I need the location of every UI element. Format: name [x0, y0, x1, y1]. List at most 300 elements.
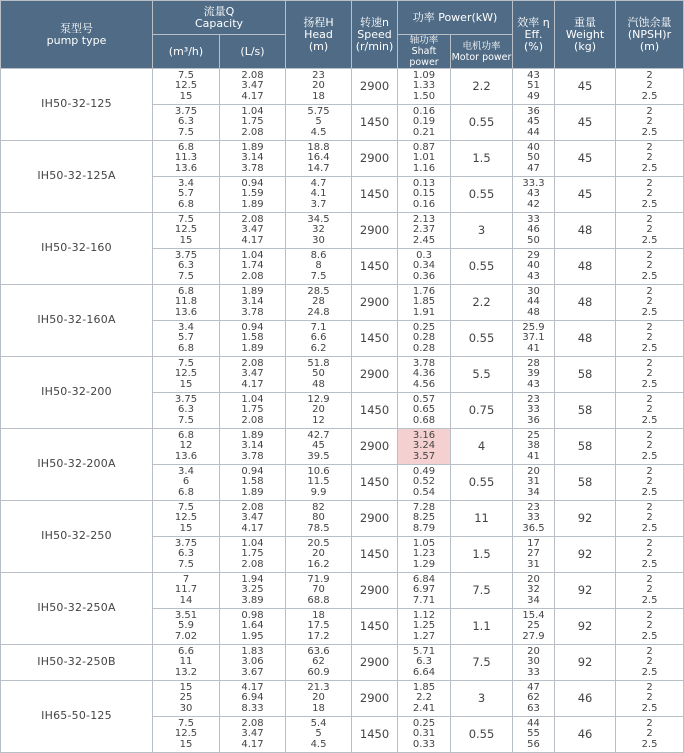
cell-value: 1.58	[241, 476, 264, 488]
cell-value: 2	[646, 105, 653, 117]
cell-value: 1.09	[412, 69, 436, 81]
cell-value: 63	[527, 702, 540, 714]
cell-value: 5.9	[178, 620, 194, 632]
cell-value: 1.29	[412, 558, 436, 570]
shaft-power-cell	[398, 249, 451, 285]
weight-cell: 92	[555, 573, 616, 609]
efficiency-cell	[513, 537, 555, 573]
header-weight: 重量 Weight (kg)	[555, 1, 616, 69]
cell-value: 0.16	[412, 105, 436, 117]
head-cell	[286, 357, 352, 393]
cell-value: 39.5	[307, 450, 330, 462]
motor-power-cell: 0.55	[451, 717, 513, 753]
cell-value: 1.74	[241, 260, 264, 272]
header-pump-type: 泵型号 pump type	[1, 1, 153, 69]
model-name-cell: IH50-32-125A	[1, 141, 153, 213]
cell-value: 11.8	[174, 296, 198, 308]
cell-value: 28	[312, 296, 325, 308]
cell-value: 2	[646, 332, 653, 344]
cell-value: 2.5	[641, 558, 658, 570]
cell-value: 50	[527, 152, 540, 164]
cell-value: 27.9	[522, 630, 545, 642]
cell-value: 2	[646, 224, 653, 236]
cell-value: 62	[527, 692, 540, 704]
npsh-cell	[616, 645, 684, 681]
cell-value: 2.5	[641, 378, 658, 390]
cell-value: 2	[646, 501, 653, 513]
cell-value: 3.57	[412, 450, 436, 462]
motor-power-cell: 0.55	[451, 249, 513, 285]
cell-value: 5.75	[307, 105, 330, 117]
cell-value: 2.13	[412, 213, 436, 225]
cell-value: 2.5	[641, 414, 658, 426]
cell-value: 6.94	[241, 692, 264, 704]
cell-value: 2	[646, 357, 653, 369]
motor-power-cell: 7.5	[451, 645, 513, 681]
cell-value: 13.6	[174, 306, 198, 318]
cell-value: 9.9	[310, 486, 327, 498]
cell-value: 4.17	[241, 681, 264, 693]
motor-power-cell: 3	[451, 681, 513, 717]
cell-value: 2.45	[412, 234, 436, 246]
cell-value: 25	[527, 620, 540, 632]
cell-value: 15.4	[522, 609, 545, 621]
cell-value: 62	[312, 656, 325, 668]
cell-value: 16.2	[307, 558, 330, 570]
cell-value: 2	[646, 465, 653, 477]
flow-ls-cell	[220, 501, 286, 537]
speed-cell: 2900	[352, 681, 398, 717]
weight-cell: 92	[555, 537, 616, 573]
cell-value: 13.6	[174, 162, 198, 174]
speed-cell: 1450	[352, 717, 398, 753]
cell-value: 4.7	[310, 177, 327, 189]
motor-power-cell: 0.55	[451, 177, 513, 213]
header-speed: 转速n Speed (r/min)	[352, 1, 398, 69]
cell-value: 0.13	[412, 177, 436, 189]
model-name-cell: IH50-32-250	[1, 501, 153, 573]
cell-value: 39	[527, 368, 540, 380]
shaft-power-cell	[398, 465, 451, 501]
model-name-cell: IH65-50-125	[1, 681, 153, 753]
cell-value: 7.5	[178, 126, 194, 138]
weight-cell: 48	[555, 321, 616, 357]
cell-value: 5.7	[178, 332, 194, 344]
cell-value: 8.79	[412, 522, 436, 534]
efficiency-cell	[513, 393, 555, 429]
cell-value: 2.5	[641, 702, 658, 714]
cell-value: 1.23	[412, 548, 436, 560]
npsh-cell	[616, 537, 684, 573]
cell-value: 1.64	[241, 620, 264, 632]
head-cell	[286, 249, 352, 285]
cell-value: 3.75	[174, 105, 198, 117]
efficiency-cell	[513, 69, 555, 105]
cell-value: 0.28	[412, 332, 436, 344]
cell-value: 3.75	[174, 393, 198, 405]
cell-value: 2.5	[641, 162, 658, 174]
cell-value: 2	[646, 296, 653, 308]
cell-value: 4.17	[241, 738, 264, 750]
flow-m3h-cell	[153, 357, 220, 393]
cell-value: 2	[646, 609, 653, 621]
cell-value: 34.5	[307, 213, 330, 225]
header-unit-m3h: (m³/h)	[153, 35, 220, 69]
header-efficiency: 效率 η Eff. (%)	[513, 1, 555, 69]
cell-value: 5.71	[412, 645, 436, 657]
cell-value: 0.52	[412, 476, 436, 488]
flow-ls-cell	[220, 537, 286, 573]
cell-value: 0.94	[241, 177, 264, 189]
cell-value: 20.5	[307, 537, 330, 549]
flow-m3h-cell	[153, 609, 220, 645]
cell-value: 2	[646, 285, 653, 297]
cell-value: 14.7	[307, 162, 330, 174]
flow-ls-cell	[220, 465, 286, 501]
cell-value: 20	[527, 645, 540, 657]
flow-m3h-cell	[153, 69, 220, 105]
cell-value: 2	[646, 80, 653, 92]
cell-value: 30	[179, 702, 193, 714]
speed-cell: 1450	[352, 177, 398, 213]
cell-value: 30	[312, 234, 325, 246]
npsh-cell	[616, 213, 684, 249]
speed-cell: 1450	[352, 465, 398, 501]
cell-value: 0.25	[412, 717, 436, 729]
head-cell	[286, 681, 352, 717]
flow-m3h-cell	[153, 213, 220, 249]
weight-cell: 48	[555, 213, 616, 249]
speed-cell: 2900	[352, 141, 398, 177]
head-cell	[286, 429, 352, 465]
cell-value: 3.25	[241, 584, 264, 596]
cell-value: 8	[315, 260, 322, 272]
header-head: 扬程H Head (m)	[286, 1, 352, 69]
head-cell	[286, 645, 352, 681]
speed-cell: 1450	[352, 609, 398, 645]
flow-ls-cell	[220, 393, 286, 429]
efficiency-cell	[513, 717, 555, 753]
table-row	[1, 285, 684, 321]
header-unit-ls: (L/s)	[220, 35, 286, 69]
cell-value: 3.89	[241, 594, 264, 606]
weight-cell: 92	[555, 501, 616, 537]
cell-value: 3.47	[241, 224, 264, 236]
cell-value: 1.04	[241, 393, 264, 405]
efficiency-cell	[513, 681, 555, 717]
weight-cell: 48	[555, 285, 616, 321]
cell-value: 25	[179, 692, 193, 704]
cell-value: 13.6	[174, 450, 198, 462]
cell-value: 2	[646, 260, 653, 272]
cell-value: 7.5	[178, 717, 194, 729]
cell-value: 2	[646, 249, 653, 261]
efficiency-cell	[513, 465, 555, 501]
shaft-power-cell	[398, 645, 451, 681]
cell-value: 1.04	[241, 249, 264, 261]
shaft-power-cell	[398, 105, 451, 141]
cell-value: 0.19	[412, 116, 436, 128]
cell-value: 36	[527, 414, 540, 426]
speed-cell: 1450	[352, 321, 398, 357]
cell-value: 1.95	[241, 630, 264, 642]
npsh-cell	[616, 573, 684, 609]
cell-value: 38	[527, 440, 540, 452]
cell-value: 4.17	[241, 522, 264, 534]
cell-value: 33	[527, 512, 540, 524]
cell-value: 2.2	[416, 692, 432, 704]
head-cell	[286, 465, 352, 501]
cell-value: 60.9	[307, 666, 330, 678]
cell-value: 82	[312, 501, 325, 513]
shaft-power-cell	[398, 213, 451, 249]
cell-value: 1.05	[412, 537, 436, 549]
header-motor-power: 电机功率 Motor power	[451, 35, 513, 69]
cell-value: 1.83	[241, 645, 264, 657]
cell-value: 2	[646, 429, 653, 441]
motor-power-cell: 2.2	[451, 285, 513, 321]
efficiency-cell	[513, 501, 555, 537]
cell-value: 6.8	[178, 342, 194, 354]
cell-value: 1.89	[241, 342, 264, 354]
cell-value: 3.06	[241, 656, 264, 668]
cell-value: 3.4	[178, 321, 194, 333]
cell-value: 2.41	[412, 702, 436, 714]
motor-power-cell: 0.55	[451, 105, 513, 141]
cell-value: 28	[527, 357, 540, 369]
model-name-cell: IH50-32-160A	[1, 285, 153, 357]
head-cell	[286, 393, 352, 429]
table-row	[1, 141, 684, 177]
cell-value: 0.54	[412, 486, 436, 498]
cell-value: 43	[527, 188, 540, 200]
cell-value: 3.78	[241, 450, 264, 462]
cell-value: 0.94	[241, 321, 264, 333]
head-cell	[286, 573, 352, 609]
efficiency-cell	[513, 285, 555, 321]
cell-value: 0.87	[412, 141, 436, 153]
head-cell	[286, 321, 352, 357]
cell-value: 40	[527, 260, 540, 272]
cell-value: 4.1	[310, 188, 327, 200]
cell-value: 7.5	[178, 558, 194, 570]
cell-value: 29	[527, 249, 540, 261]
cell-value: 2.08	[241, 126, 264, 138]
cell-value: 3.7	[310, 198, 327, 210]
cell-value: 5.4	[310, 717, 327, 729]
cell-value: 15	[179, 738, 193, 750]
motor-power-cell: 1.5	[451, 141, 513, 177]
cell-value: 7.5	[178, 357, 194, 369]
motor-power-cell: 5.5	[451, 357, 513, 393]
cell-value: 2	[646, 692, 653, 704]
cell-value: 0.28	[412, 342, 436, 354]
cell-value: 1.85	[412, 681, 436, 693]
shaft-power-cell	[398, 573, 451, 609]
cell-value: 15	[179, 234, 193, 246]
weight-cell: 92	[555, 645, 616, 681]
cell-value: 71.9	[307, 573, 330, 585]
speed-cell: 1450	[352, 393, 398, 429]
weight-cell: 58	[555, 357, 616, 393]
motor-power-cell: 3	[451, 213, 513, 249]
cell-value: 21.3	[307, 681, 330, 693]
motor-power-cell: 0.55	[451, 321, 513, 357]
cell-value: 2	[646, 188, 653, 200]
npsh-cell	[616, 393, 684, 429]
cell-value: 34	[527, 594, 540, 606]
shaft-power-cell	[398, 177, 451, 213]
npsh-cell	[616, 105, 684, 141]
head-cell	[286, 213, 352, 249]
cell-value: 14	[179, 594, 193, 606]
cell-value: 6	[182, 476, 190, 488]
cell-value: 2	[646, 537, 653, 549]
cell-value: 55	[527, 728, 540, 740]
cell-value: 4.36	[412, 368, 436, 380]
cell-value: 23	[312, 69, 325, 81]
cell-value: 68.8	[307, 594, 330, 606]
cell-value: 6.3	[178, 548, 194, 560]
cell-value: 8.25	[412, 512, 436, 524]
efficiency-cell	[513, 645, 555, 681]
cell-value: 48	[527, 306, 540, 318]
cell-value: 46	[527, 224, 540, 236]
cell-value: 10.6	[307, 465, 330, 477]
cell-value: 3.47	[241, 80, 264, 92]
efficiency-cell	[513, 249, 555, 285]
npsh-cell	[616, 717, 684, 753]
cell-value: 2.5	[641, 126, 658, 138]
model-name-cell: IH50-32-160	[1, 213, 153, 285]
cell-value: 12.5	[174, 80, 198, 92]
cell-value: 1.85	[412, 296, 436, 308]
cell-value: 36	[527, 105, 540, 117]
motor-power-cell: 4	[451, 429, 513, 465]
shaft-power-cell	[398, 537, 451, 573]
header-power: 功率 Power(kW)	[398, 1, 513, 35]
cell-value: 30	[527, 285, 540, 297]
cell-value: 18	[312, 609, 325, 621]
cell-value: 43	[527, 378, 540, 390]
cell-value: 2.5	[641, 630, 658, 642]
cell-value: 2	[646, 656, 653, 668]
cell-value: 18	[312, 702, 325, 714]
cell-value: 45	[312, 440, 325, 452]
cell-value: 6.8	[178, 285, 194, 297]
cell-value: 2	[646, 476, 653, 488]
cell-value: 1.59	[241, 188, 264, 200]
head-cell	[286, 285, 352, 321]
cell-value: 50	[527, 234, 540, 246]
model-name-cell: IH50-32-250A	[1, 573, 153, 645]
cell-value: 1.04	[241, 105, 264, 117]
efficiency-cell	[513, 429, 555, 465]
shaft-power-cell	[398, 717, 451, 753]
cell-value: 31	[527, 476, 540, 488]
cell-value: 33.3	[522, 177, 545, 189]
weight-cell: 48	[555, 249, 616, 285]
cell-value: 2.5	[641, 270, 658, 282]
npsh-cell	[616, 465, 684, 501]
weight-cell: 45	[555, 177, 616, 213]
efficiency-cell	[513, 141, 555, 177]
cell-value: 7.5	[178, 501, 194, 513]
cell-value: 1.04	[241, 537, 264, 549]
cell-value: 0.16	[412, 198, 436, 210]
shaft-power-cell	[398, 429, 451, 465]
cell-value: 0.15	[412, 188, 436, 200]
head-cell	[286, 105, 352, 141]
cell-value: 2.08	[241, 414, 264, 426]
shaft-power-cell	[398, 321, 451, 357]
cell-value: 20	[527, 573, 540, 585]
table-body	[1, 69, 684, 753]
cell-value: 47	[527, 681, 540, 693]
cell-value: 20	[312, 80, 325, 92]
head-cell	[286, 717, 352, 753]
model-name-cell: IH50-32-250B	[1, 645, 153, 681]
cell-value: 1.89	[241, 141, 264, 153]
efficiency-cell	[513, 177, 555, 213]
flow-m3h-cell	[153, 501, 220, 537]
efficiency-cell	[513, 105, 555, 141]
cell-value: 2	[646, 548, 653, 560]
cell-value: 2.5	[641, 306, 658, 318]
header-npsh: 汽蚀余量 (NPSH)r (m)	[616, 1, 684, 69]
cell-value: 2	[646, 512, 653, 524]
table-row	[1, 501, 684, 537]
efficiency-cell	[513, 573, 555, 609]
cell-value: 6.64	[412, 666, 436, 678]
npsh-cell	[616, 249, 684, 285]
cell-value: 1.50	[412, 90, 436, 102]
speed-cell: 1450	[352, 537, 398, 573]
cell-value: 4.17	[241, 90, 264, 102]
cell-value: 7.5	[310, 270, 327, 282]
cell-value: 17.2	[307, 630, 330, 642]
flow-ls-cell	[220, 573, 286, 609]
cell-value: 2.5	[641, 522, 658, 534]
cell-value: 41	[527, 342, 540, 354]
cell-value: 2.5	[641, 234, 658, 246]
cell-value: 1.91	[412, 306, 436, 318]
cell-value: 0.94	[241, 465, 264, 477]
npsh-cell	[616, 69, 684, 105]
weight-cell: 92	[555, 609, 616, 645]
flow-m3h-cell	[153, 141, 220, 177]
cell-value: 5	[315, 728, 322, 740]
cell-value: 3.78	[412, 357, 436, 369]
cell-value: 0.36	[412, 270, 436, 282]
cell-value: 1.16	[412, 162, 436, 174]
head-cell	[286, 69, 352, 105]
cell-value: 2.08	[241, 69, 264, 81]
shaft-power-cell	[398, 69, 451, 105]
cell-value: 1.89	[241, 486, 264, 498]
speed-cell: 1450	[352, 249, 398, 285]
cell-value: 1.75	[241, 116, 264, 128]
cell-value: 6.2	[310, 342, 327, 354]
cell-value: 2.08	[241, 501, 264, 513]
weight-cell: 45	[555, 69, 616, 105]
table-row	[1, 573, 684, 609]
cell-value: 6.8	[178, 141, 194, 153]
cell-value: 1.75	[241, 548, 264, 560]
flow-m3h-cell	[153, 249, 220, 285]
cell-value: 44	[527, 296, 540, 308]
cell-value: 7.28	[412, 501, 436, 513]
